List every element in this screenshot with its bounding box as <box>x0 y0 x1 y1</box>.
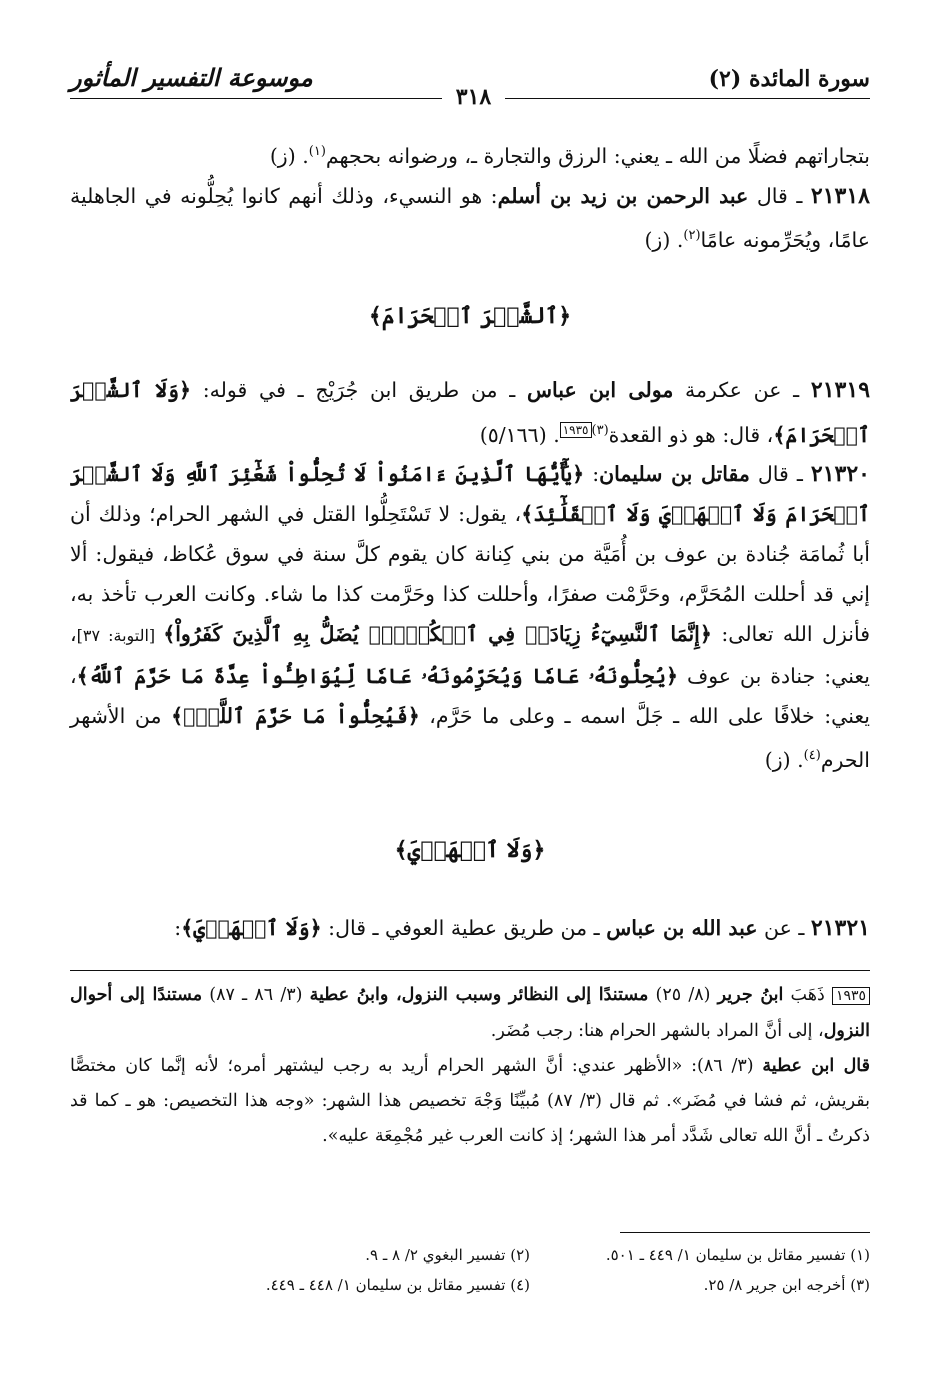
footnote-row <box>70 1270 870 1300</box>
narrator-name: عبد الله بن عباس <box>606 916 758 941</box>
surah-title: سورة المائدة (٢) <box>708 66 870 92</box>
narrator-name: مولى ابن عباس <box>527 377 674 402</box>
quran-verse: ﴿يُحِلُّونَهُۥ عَامٗا وَيُحَرِّمُونَهُۥ عَامٗا لِّيُوَاطِـُٔواْ عِدَّةَ مَا حَرَّمَ ٱللَّهُ﴾ <box>76 664 678 689</box>
paragraph-21320: ٢١٣٢٠ ـ قال مقاتل بن سليمان: ﴿يَٰٓأَيُّهَا ٱلَّذِينَ ءَامَنُواْ لَا تُحِلُّواْ شَعَٰٓئِرَ ٱللَّهِ وَلَا ٱلشَّهۡرَ ٱلۡحَرَامَ وَلَا ٱلۡهَدۡيَ وَلَا ٱلۡقَلَٰٓئِدَ﴾، يقول: لا تَسْتَحِلُّوا القتل في الشهر الحرام؛ وذلك أن أبا ثُمامَة جُنادة بن عوف بن أُمَيَّة من بني كِنانة كان يقوم كلَّ سنة في سوق عُكاظ، فيقول: ألا إني قد أحللت المُحَرَّم، وحَرَّمْت صفرًا، وأحللت كذا وحَرَّمت كذا ما شاء. وكانت العرب تأخذ به، فأنزل الله تعالى: ﴿إِنَّمَا ٱلنَّسِيٓءُ زِيَادَةٞ فِي ٱلۡكُفۡرِۖ يُضَلُّ بِهِ ٱلَّذِينَ كَفَرُواْ﴾ [التوبة: ٣٧]، يعني: جنادة بن عوف ﴿يُحِلُّونَهُۥ عَامٗا وَيُحَرِّمُونَهُۥ عَامٗا لِّيُوَاطِـُٔواْ عِدَّةَ مَا حَرَّمَ ٱللَّهُ﴾، يعني: خلافًا على الله ـ جَلَّ اسمه ـ وعلى ما حَرَّم، ﴿فَيُحِلُّواْ مَا حَرَّمَ ٱللَّهُۚ﴾ من الأشهر الحرم$^{(٤)}$. (ز) <box>70 461 871 773</box>
paragraph-1: بتجاراتهم فضلًا من الله ـ يعني: الرزق والتجارة ـ، ورضوانه بحجهم$^{(١)}$. (ز) <box>269 143 870 168</box>
paragraph-21319: ٢١٣١٩ ـ عن عكرمة مولى ابن عباس ـ من طريق ابن جُرَيْج ـ في قوله: ﴿وَلَا ٱلشَّهۡرَ ٱلۡحَرَامَ﴾، قال: هو ذو القعدة$^{(٣)١٩٣٥}$. (٥/١٦٦) <box>70 376 871 447</box>
note-number-box: ١٩٣٥ <box>832 987 870 1005</box>
footnote-2: (٢) تفسير البغوي ٢/ ٨ ـ ٩. <box>365 1246 530 1264</box>
quran-verse: ﴿فَيُحِلُّواْ مَا حَرَّمَ ٱللَّهُۚ﴾ <box>171 704 420 729</box>
athar-number: ٢١٣٢١ <box>810 915 870 942</box>
note-separator <box>70 970 870 971</box>
footnotes <box>70 1240 870 1300</box>
footnote-separator <box>620 1232 870 1233</box>
note-line-1: ١٩٣٥ ذَهَبَ ابنُ جرير (٨/ ٢٥) مستندًا إلى النظائر وسبب النزول، وابنُ عطية (٣/ ٨٦ ـ ٨٧) مستندًا إلى أحوال النزول، إلى أنَّ المراد بالشهر الحرام هنا: رجب مُضَر. <box>70 985 870 1041</box>
athar-number: ٢١٣١٨ <box>810 182 870 209</box>
footnote-mark[interactable]: (١) <box>308 144 326 159</box>
section-heading: ﴿وَلَا ٱلۡهَدۡيَ﴾ <box>394 837 546 864</box>
narrator-name: مقاتل بن سليمان <box>599 462 750 487</box>
quran-verse: ﴿يَٰٓأَيُّهَا ٱلَّذِينَ ءَامَنُواْ لَا تُحِلُّواْ شَعَٰٓئِرَ ٱللَّهِ وَلَا ٱلشَّهۡرَ ٱلۡحَرَامَ وَلَا ٱلۡهَدۡيَ وَلَا ٱلۡقَلَٰٓئِدَ﴾ <box>70 462 870 527</box>
quran-verse: ﴿وَلَا ٱلۡهَدۡيَ﴾ <box>181 916 322 941</box>
footnote-row <box>70 1240 870 1270</box>
page-number: ٣١٨ <box>442 84 505 110</box>
footnote-mark[interactable]: (٣) <box>591 422 609 438</box>
main-text <box>70 132 870 948</box>
note-line-2: قال ابن عطية (٣/ ٨٦): «الأظهر عندي: أنَّ الشهر الحرام أريد به رجب ليشتهر أمره؛ لأنه إنَّما كان مختصًّا بقريش، ثم فشا في مُضَر». ثم قال (٣/ ٨٧) مُبيِّنًا وَجْهَ تخصيص هذا الشهر: «وجه هذا التخصيص: هو ـ كما قد ذكرتُ ـ أنَّ الله تعالى شَدَّد أمر هذا الشهر؛ إذ كانت العرب غير مُجْمِعَة عليه». <box>70 1056 870 1146</box>
paragraph-21318: ٢١٣١٨ ـ قال عبد الرحمن بن زيد بن أسلم: هو النسيء، وذلك أنهم كانوا يُحِلُّونه في الجاهلية عامًا، ويُحَرِّمونه عامًا$^{(٢)}$. (ز) <box>70 182 870 252</box>
footnote-4: (٤) تفسير مقاتل بن سليمان ١/ ٤٤٨ ـ ٤٤٩. <box>265 1276 530 1294</box>
surah-reference: [التوبة: ٣٧] <box>76 626 164 646</box>
section-heading: ﴿ٱلشَّهۡرَ ٱلۡحَرَامَ﴾ <box>368 302 572 329</box>
quran-verse: ﴿وَلَا ٱلشَّهۡرَ ٱلۡحَرَامَ﴾ <box>70 377 870 447</box>
note-reference-box[interactable]: ١٩٣٥ <box>560 422 592 438</box>
quran-verse: ﴿إِنَّمَا ٱلنَّسِيٓءُ زِيَادَةٞ فِي ٱلۡكُفۡرِۖ يُضَلُّ بِهِ ٱلَّذِينَ كَفَرُواْ﴾ <box>163 622 712 647</box>
paragraph-21321: ٢١٣٢١ ـ عن عبد الله بن عباس ـ من طريق عطية العوفي ـ قال: ﴿وَلَا ٱلۡهَدۡيَ﴾: <box>174 915 870 942</box>
narrator-name: عبد الرحمن بن زيد بن أسلم <box>497 183 749 208</box>
book-title: موسوعة التفسير المأثور <box>70 63 313 92</box>
footnote-mark[interactable]: (٢) <box>683 227 701 243</box>
scholarly-note <box>70 978 870 1154</box>
athar-number: ٢١٣١٩ <box>810 376 871 403</box>
athar-number: ٢١٣٢٠ <box>810 461 870 488</box>
page-number-wrap <box>0 84 947 110</box>
footnote-mark[interactable]: (٤) <box>803 748 821 764</box>
footnote-1: (١) تفسير مقاتل بن سليمان ١/ ٤٤٩ ـ ٥٠١. <box>605 1246 870 1264</box>
footnote-3: (٣) أخرجه ابن جرير ٨/ ٢٥. <box>703 1276 870 1294</box>
